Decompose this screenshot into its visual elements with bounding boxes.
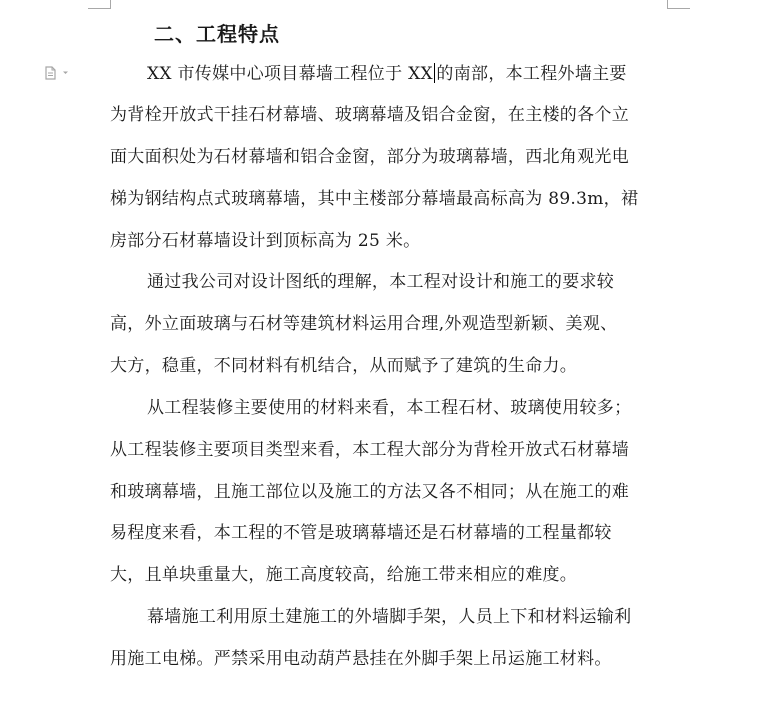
section-heading: 二、工程特点: [154, 22, 280, 46]
document-icon[interactable]: [44, 65, 72, 79]
paragraph-3-line-3: 和玻璃幕墙，且施工部位以及施工的方法又各不相同；从在施工的难: [110, 482, 629, 502]
paragraph-1-line-3: 面大面积处为石材幕墙和铝合金窗，部分为玻璃幕墙，西北角观光电: [110, 147, 629, 167]
paragraph-2-line-3: 大方，稳重，不同材料有机结合，从而赋予了建筑的生命力。: [110, 356, 578, 376]
paragraph-1-line-5: 房部分石材幕墙设计到顶标高为 25 米。: [110, 231, 421, 251]
paragraph-2-line-2: 高，外立面玻璃与石材等建筑材料运用合理,外观造型新颖、美观、: [110, 314, 618, 334]
line-text: 的南部，本工程外墙主要: [436, 64, 627, 84]
paragraph-1-line-4: 梯为钢结构点式玻璃幕墙，其中主楼部分幕墙最高标高为 89.3m，裙: [110, 189, 639, 209]
paragraph-1-line-1: [147, 63, 627, 85]
paragraph-4-line-1: 幕墙施工利用原土建施工的外墙脚手架，人员上下和材料运输利: [147, 607, 632, 627]
paragraph-3-line-2: 从工程装修主要项目类型来看，本工程大部分为背栓开放式石材幕墙: [110, 440, 629, 460]
paragraph-3-line-1: 从工程装修主要使用的材料来看，本工程石材、玻璃使用较多；: [147, 398, 632, 418]
paragraph-2-line-1: 通过我公司对设计图纸的理解，本工程对设计和施工的要求较: [147, 272, 615, 292]
page-corner-mark-left: [88, 0, 111, 9]
line-text: XX 市传媒中心项目幕墙工程位于 XX: [147, 64, 433, 84]
page-corner-mark-right: [667, 0, 690, 9]
paragraph-1-line-2: 为背栓开放式干挂石材幕墙、玻璃幕墙及铝合金窗，在主楼的各个立: [110, 105, 629, 125]
paragraph-3-line-5: 大，且单块重量大，施工高度较高，给施工带来相应的难度。: [110, 565, 578, 585]
paragraph-3-line-4: 易程度来看，本工程的不管是玻璃幕墙还是石材幕墙的工程量都较: [110, 523, 612, 543]
paragraph-4-line-2: 用施工电梯。严禁采用电动葫芦悬挂在外脚手架上吊运施工材料。: [110, 649, 612, 669]
